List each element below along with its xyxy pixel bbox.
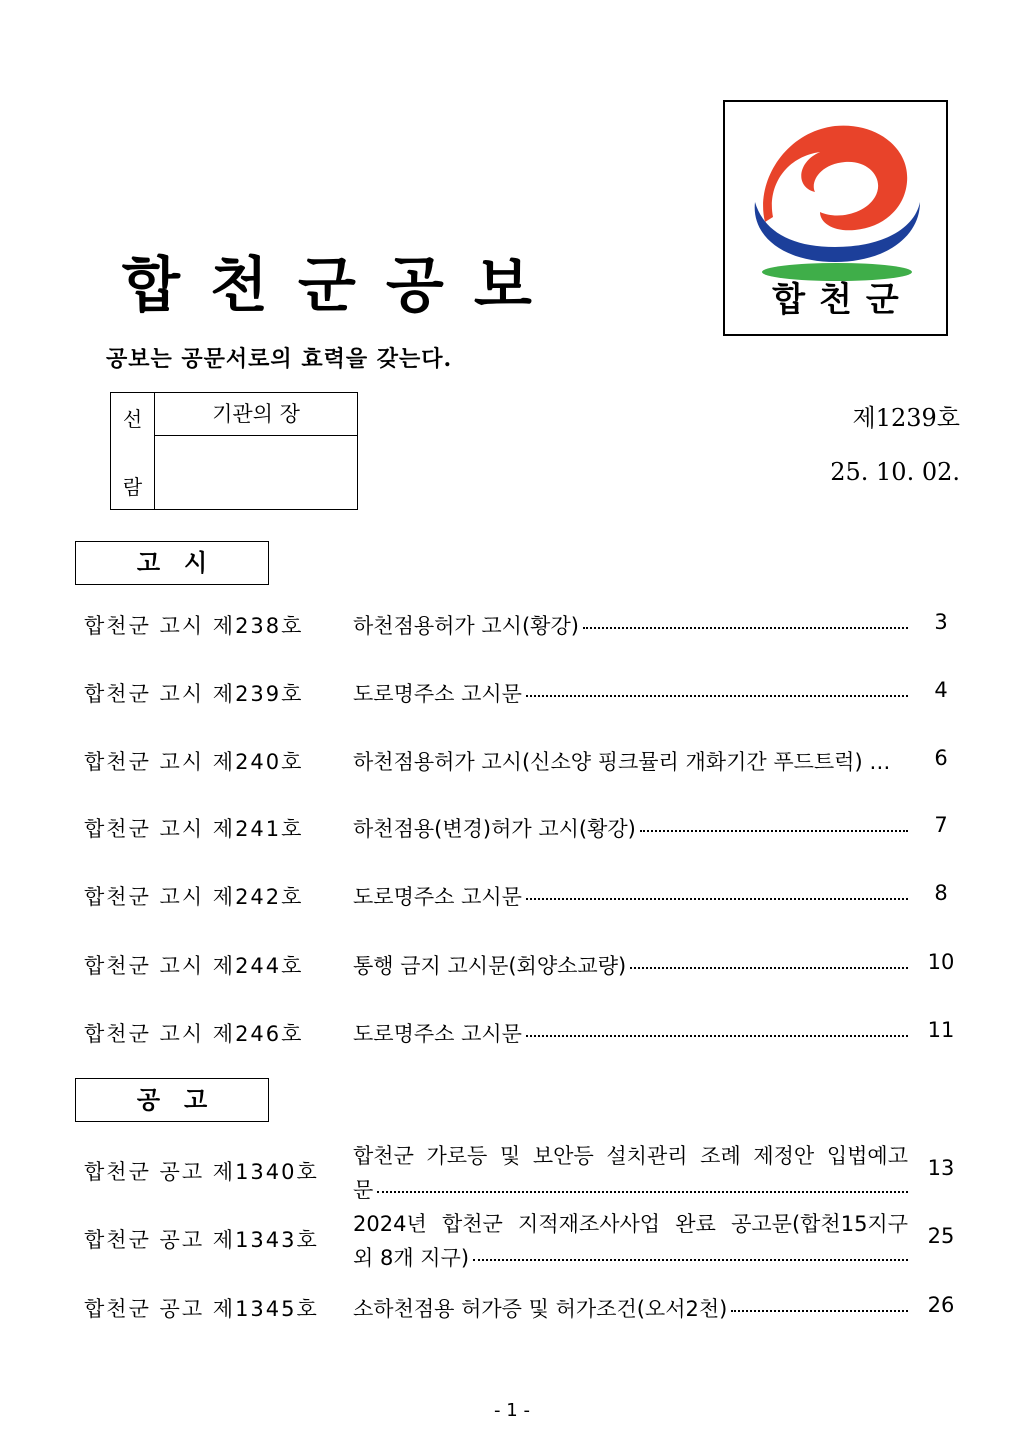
- announce-number: 합천군 공고 제1345호: [84, 1297, 319, 1321]
- announce-title-line2: 외 8개 지구): [353, 1246, 470, 1270]
- leader-dots: [526, 1034, 908, 1037]
- notice-number: 합천군 고시 제242호: [84, 885, 304, 909]
- notice-title: 도로명주소 고시문: [353, 1022, 522, 1046]
- leader-dots: [526, 694, 908, 697]
- leader-dots: [630, 966, 908, 969]
- notice-title: 하천점용허가 고시(황강): [353, 614, 579, 638]
- notice-page: 11: [927, 1018, 955, 1042]
- approval-side: [111, 393, 155, 509]
- leader-dots: [731, 1309, 908, 1312]
- leader-dots: [473, 1258, 908, 1261]
- leader-dots: [377, 1190, 908, 1193]
- approval-head: 기관의 장: [155, 393, 357, 436]
- page-title: 합천군공보: [122, 251, 562, 321]
- announce-title-line1: 2024년 합천군 지적재조사사업 완료 공고문(합천15지구: [353, 1212, 908, 1236]
- notice-number: 합천군 고시 제238호: [84, 614, 304, 638]
- approval-side-bottom: 람: [122, 475, 143, 499]
- section-announce-header: 공고: [75, 1078, 269, 1122]
- issue-number: 제1239호: [852, 404, 960, 432]
- announce-title-line1: 합천군 가로등 및 보안등 설치관리 조례 제정안 입법예고: [353, 1144, 908, 1168]
- approval-side-top: 선: [122, 407, 143, 431]
- notice-row[interactable]: [0, 1015, 1024, 1049]
- notice-number: 합천군 고시 제240호: [84, 750, 304, 774]
- notice-page: 7: [934, 813, 948, 837]
- notice-title: 통행 금지 고시문(회양소교량): [353, 954, 627, 978]
- issue-date: 25. 10. 02.: [830, 458, 960, 486]
- announce-row[interactable]: [0, 1136, 1024, 1206]
- notice-page: 3: [934, 610, 948, 634]
- announce-title: 소하천점용 허가증 및 허가조건(오서2천): [353, 1297, 728, 1321]
- announce-number: 합천군 공고 제1340호: [84, 1160, 319, 1184]
- notice-row[interactable]: [0, 810, 1024, 844]
- notice-row[interactable]: [0, 878, 1024, 912]
- notice-number: 합천군 고시 제241호: [84, 817, 304, 841]
- notice-number: 합천군 고시 제246호: [84, 1022, 304, 1046]
- announce-row[interactable]: [0, 1204, 1024, 1274]
- announce-page: 13: [927, 1156, 955, 1180]
- notice-page: 6: [934, 746, 948, 770]
- notice-row[interactable]: [0, 743, 1024, 777]
- notice-row[interactable]: [0, 675, 1024, 709]
- notice-page: 10: [927, 950, 955, 974]
- notice-number: 합천군 고시 제244호: [84, 954, 304, 978]
- notice-page: 4: [934, 678, 948, 702]
- approval-box: [110, 392, 358, 510]
- section-notice-header: 고시: [75, 541, 269, 585]
- leader-dots: [526, 897, 908, 900]
- page-subtitle: 공보는 공문서로의 효력을 갖는다.: [106, 346, 453, 372]
- notice-page: 8: [934, 881, 948, 905]
- notice-number: 합천군 고시 제239호: [84, 682, 304, 706]
- page-number: - 1 -: [494, 1400, 530, 1421]
- notice-title: 도로명주소 고시문: [353, 885, 522, 909]
- announce-number: 합천군 공고 제1343호: [84, 1228, 319, 1252]
- leader-dots: [640, 829, 908, 832]
- announce-title-line2: 문: [353, 1178, 374, 1202]
- announce-page: 26: [927, 1293, 955, 1317]
- leader-dots: [583, 626, 908, 629]
- notice-row[interactable]: [0, 947, 1024, 981]
- notice-title: 도로명주소 고시문: [353, 682, 522, 706]
- announce-page: 25: [927, 1224, 955, 1248]
- notice-title: 하천점용허가 고시(신소양 핑크뮬리 개화기간 푸드트럭) …: [353, 750, 891, 774]
- notice-row[interactable]: [0, 607, 1024, 641]
- logo-text: 합천군: [772, 280, 913, 320]
- notice-title: 하천점용(변경)허가 고시(황강): [353, 817, 636, 841]
- county-logo: [723, 100, 948, 336]
- announce-row[interactable]: [0, 1290, 1024, 1324]
